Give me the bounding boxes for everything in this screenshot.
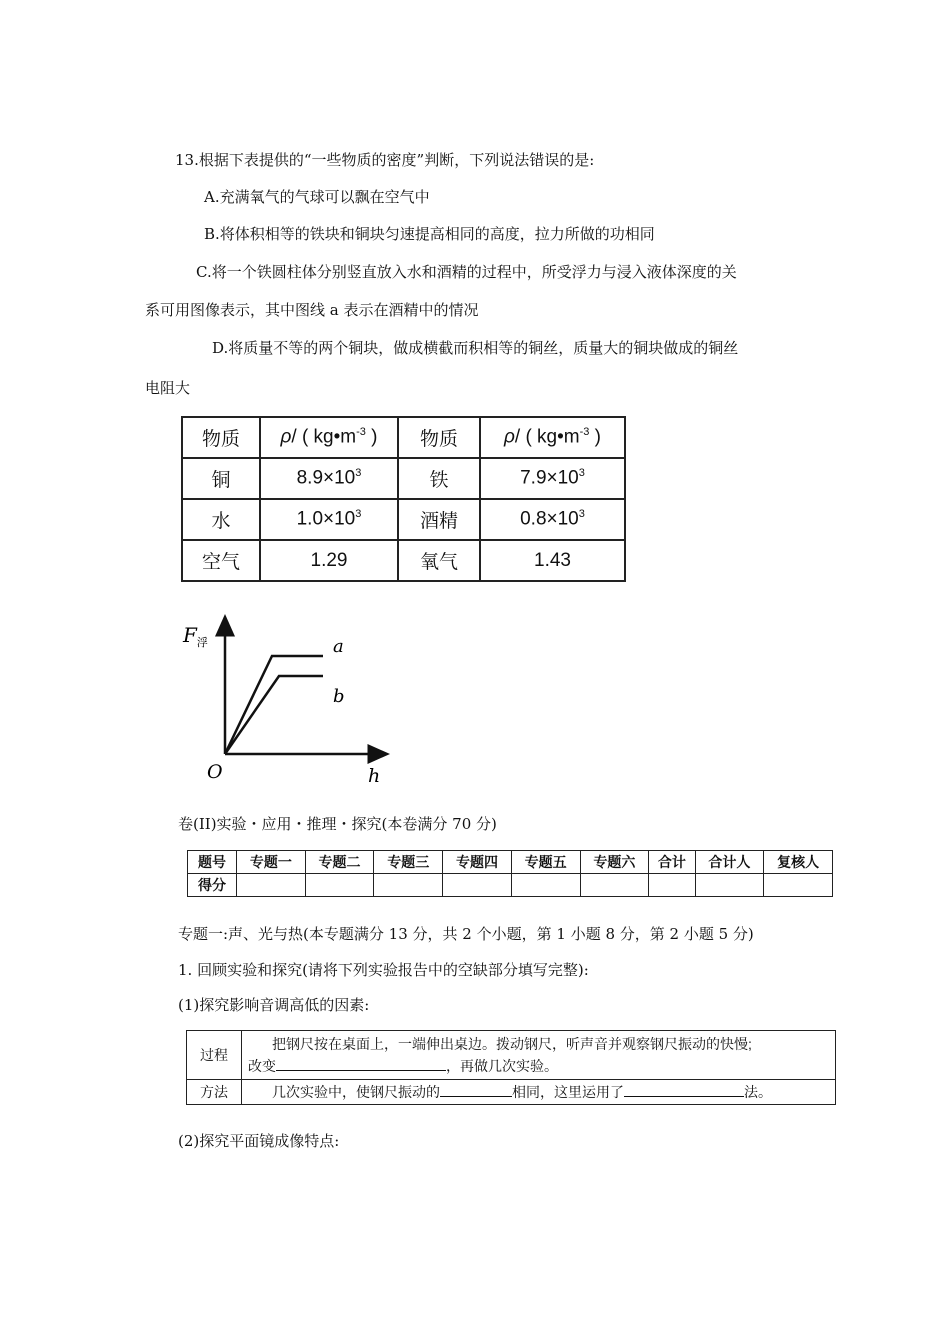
experiment-report-table — [186, 1030, 836, 1105]
buoyancy-graph — [175, 612, 395, 792]
line-b-label: b — [333, 686, 345, 707]
topic1-title: 专题一:声、光与热(本专题满分 13 分，共 2 个小题，第 1 小题 8 分，第 2 小题 5 分) — [178, 925, 754, 943]
density-value: $1.0\times 10^3$ — [260, 499, 398, 540]
x-axis-label: h — [368, 765, 381, 787]
blank-method-name[interactable] — [624, 1082, 744, 1097]
density-value: $8.9\times 10^3$ — [260, 458, 398, 499]
density-header-row — [182, 417, 625, 458]
method-content: 几次实验中，使钢尺振动的 相同，这里运用了 法。 — [242, 1080, 836, 1105]
process-row — [187, 1031, 836, 1080]
header-density-1: ρ/ ( $kg•m^{-3}$ ) — [260, 417, 398, 458]
q13-option-d-line2: 电阻大 — [145, 379, 191, 397]
score-header-cell: 专题五 — [511, 851, 580, 874]
method-row — [187, 1080, 836, 1105]
density-value: $0.8\times 10^3$ — [480, 499, 625, 540]
section2-title: 卷(II)实验・应用・推理・探究(本卷满分 70 分) — [178, 815, 497, 833]
score-cell[interactable] — [695, 874, 764, 897]
process-line2: 改变 ，再做几次实验。 — [248, 1058, 558, 1074]
density-row — [182, 540, 625, 581]
score-header-cell: 复核人 — [764, 851, 833, 874]
q13-option-c-line1: C.将一个铁圆柱体分别竖直放入水和酒精的过程中，所受浮力与浸入液体深度的关 — [196, 263, 737, 281]
score-row — [188, 874, 833, 897]
score-header-cell: 题号 — [188, 851, 237, 874]
score-cell[interactable] — [237, 874, 306, 897]
density-value: $7.9\times 10^3$ — [480, 458, 625, 499]
score-header-cell: 合计 — [649, 851, 695, 874]
q13-option-b: B.将体积相等的铁块和铜块匀速提高相同的高度，拉力所做的功相同 — [204, 225, 655, 243]
blank-change-factor[interactable] — [276, 1056, 446, 1071]
score-cell[interactable] — [374, 874, 443, 897]
density-value: 1.43 — [480, 540, 625, 581]
method-label: 方法 — [187, 1080, 242, 1105]
score-header-cell: 专题四 — [443, 851, 512, 874]
score-cell[interactable] — [649, 874, 695, 897]
score-cell[interactable] — [443, 874, 512, 897]
header-substance-1: 物质 — [182, 417, 260, 458]
q13-option-d-line1: D.将质量不等的两个铜块，做成横截而积相等的铜丝，质量大的铜块做成的铜丝 — [212, 339, 739, 357]
header-substance-2: 物质 — [398, 417, 480, 458]
score-cell[interactable] — [305, 874, 374, 897]
density-table — [181, 416, 626, 582]
score-header-cell: 专题一 — [237, 851, 306, 874]
score-header-row — [188, 851, 833, 874]
score-header-cell: 专题三 — [374, 851, 443, 874]
score-cell[interactable] — [764, 874, 833, 897]
q13-stem: 13.根据下表提供的“一些物质的密度”判断，下列说法错误的是: — [175, 151, 595, 169]
substance-cell: 酒精 — [398, 499, 480, 540]
graph-line-a — [225, 656, 323, 754]
question-1: 1. 回顾实验和探究(请将下列实验报告中的空缺部分填写完整): — [178, 961, 589, 979]
q13-option-c-line2: 系可用图像表示，其中图线 a 表示在酒精中的情况 — [145, 301, 479, 319]
sub-question-1: (1)探究影响音调高低的因素: — [178, 996, 370, 1014]
substance-cell: 氧气 — [398, 540, 480, 581]
substance-cell: 铜 — [182, 458, 260, 499]
blank-constant-factor[interactable] — [440, 1082, 512, 1097]
graph-line-b — [225, 676, 323, 754]
score-row-label: 得分 — [188, 874, 237, 897]
process-label: 过程 — [187, 1031, 242, 1080]
density-row — [182, 499, 625, 540]
substance-cell: 水 — [182, 499, 260, 540]
y-axis-label: $F_浮$ — [183, 623, 208, 649]
substance-cell: 空气 — [182, 540, 260, 581]
process-line1: 把钢尺按在桌面上，一端伸出桌边。拨动钢尺，听声音并观察钢尺振动的快慢; — [272, 1036, 752, 1052]
density-row — [182, 458, 625, 499]
score-header-cell: 专题二 — [305, 851, 374, 874]
density-value: 1.29 — [260, 540, 398, 581]
score-cell[interactable] — [580, 874, 649, 897]
header-density-2: ρ/ ( $kg•m^{-3}$ ) — [480, 417, 625, 458]
score-cell[interactable] — [511, 874, 580, 897]
q13-option-a: A.充满氧气的气球可以飘在空气中 — [204, 188, 430, 206]
process-content — [242, 1031, 836, 1080]
line-a-label: a — [333, 636, 344, 657]
substance-cell: 铁 — [398, 458, 480, 499]
origin-label: O — [207, 761, 223, 783]
score-header-cell: 专题六 — [580, 851, 649, 874]
score-table — [187, 850, 833, 897]
sub-question-2: (2)探究平面镜成像特点: — [178, 1132, 340, 1150]
score-header-cell: 合计人 — [695, 851, 764, 874]
